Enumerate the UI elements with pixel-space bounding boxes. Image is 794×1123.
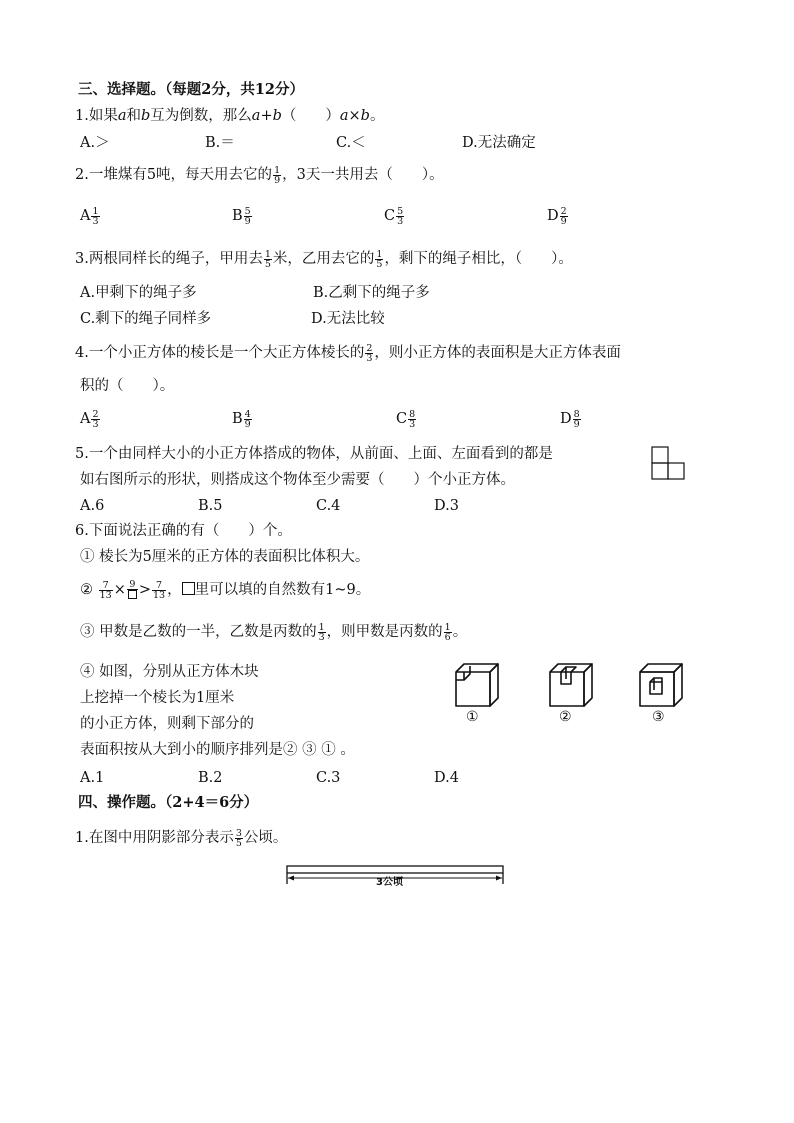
q2-fraction: $\frac{1}{9}$ [274,164,281,186]
statement-3: ③ 甲数是乙数的一半，乙数是丙数的 $\frac{1}{3}$ ，则甲数是丙数的 $\frac{1}{6}$ 。 [80,621,468,643]
view-shape-figure [651,446,685,480]
question-2 [75,165,444,185]
q3-option-b: B.乙剩下的绳子多 [313,285,430,301]
question-4-line2: 积的（ ）。 [80,378,175,394]
q5-option-a: A.6 [80,498,105,514]
question-1 [75,106,384,126]
question-6: 6.下面说法正确的有（ ）个。 [75,523,292,539]
question-5-line2: 如右图所示的形状，则搭成这个物体至少需要（ ）个小正方体。 [80,472,515,488]
q6-option-a: A.1 [80,770,105,786]
question-3: 3.两根同样长的绳子，甲用去 $\frac{1}{5}$ 米，乙用去它的 $\frac{1}{5}$ ，剩下的绳子相比，（ ）。 [75,248,573,270]
q5-option-d: D.3 [434,498,459,514]
q3-fraction: $\frac{1}{5}$ [264,248,271,270]
q5-option-b: B.5 [198,498,223,514]
q2-option-d: D $\frac{2}{9}$ [547,205,567,227]
section-3-title: 三、选择题。（每题2分，共12分） [78,81,305,98]
q1-var-b: b [141,108,151,124]
section-4-question-1: 1.在图中用阴影部分表示 $\frac{3}{5}$ 公顷。 [75,827,288,849]
q1-text: 。 [369,108,385,124]
question-4: 4.一个小正方体的棱长是一个大正方体棱长的 $\frac{2}{3}$ ，则小正方体的表面积是大正方体表面 [75,342,621,364]
q1-option-d: D.无法确定 [462,135,536,151]
statement-2: ② $\frac{7}{13}$ × 9 > $\frac{7}{13}$ ， 里可以填的自然数有1~9。 [80,579,371,601]
q1-expr: a×b [339,108,370,124]
q6-option-b: B.2 [198,770,223,786]
q1-blank: （ ） [281,108,340,124]
blank-box [182,582,195,595]
q4-option-a: A $\frac{2}{3}$ [80,408,99,430]
figure-label-1: ① [466,709,479,725]
figure-label-2: ② [559,709,572,725]
q1-text: 1.如果 [75,108,118,124]
q4-fraction: $\frac{2}{3}$ [366,342,373,364]
figure-label-3: ③ [652,709,665,725]
bar-label: 3公顷 [376,877,403,888]
q1-var-a: a [117,108,127,124]
q1-text: 互为倒数，那么 [150,108,252,124]
q5-option-c: C.4 [316,498,341,514]
q3-option-d: D.无法比较 [311,311,385,327]
q6-option-c: C.3 [316,770,341,786]
cube-corner-cut-figure [452,660,502,710]
question-5: 5.一个由同样大小的小正方体搭成的物体，从前面、上面、左面看到的都是 [75,446,553,462]
statement-4-line: 的小正方体，则剩下部分的 [80,716,254,732]
q2-option-c: C $\frac{5}{3}$ [384,205,404,227]
statement-4-line: 表面积按从大到小的顺序排列是② ③ ① 。 [80,742,355,758]
q1-option-c: C.＜ [336,135,366,151]
cube-face-hole-figure [636,660,686,710]
q3-fraction: $\frac{1}{5}$ [376,248,383,270]
q1-option-a: A.＞ [80,135,110,151]
q4-option-b: B $\frac{4}{9}$ [232,408,251,430]
q2-option-b: B $\frac{5}{9}$ [232,205,251,227]
q2-option-a: A $\frac{1}{3}$ [80,205,99,227]
q1-option-b: B.＝ [205,135,235,151]
blank-box [128,590,137,599]
statement-4-line: 上挖掉一个棱长为1厘米 [80,690,235,706]
q1-text: 和 [126,108,141,124]
q1-expr: a+b [251,108,282,124]
q2-text: ，3天一共用去（ ）。 [282,167,444,183]
q3-option-a: A.甲剩下的绳子多 [80,285,197,301]
q3-option-c: C.剩下的绳子同样多 [80,311,212,327]
q4-option-d: D $\frac{8}{9}$ [560,408,580,430]
statement-1: ① 棱长为5厘米的正方体的表面积比体积大。 [80,549,370,565]
q2-text: 2.一堆煤有5吨，每天用去它的 [75,167,273,183]
cube-edge-cut-figure [546,660,596,710]
q4-option-c: C $\frac{8}{3}$ [396,408,416,430]
statement-4-line: ④ 如图，分别从正方体木块 [80,664,259,680]
section-4-title: 四、操作题。（2+4＝6分） [78,794,259,811]
q6-option-d: D.4 [434,770,459,786]
